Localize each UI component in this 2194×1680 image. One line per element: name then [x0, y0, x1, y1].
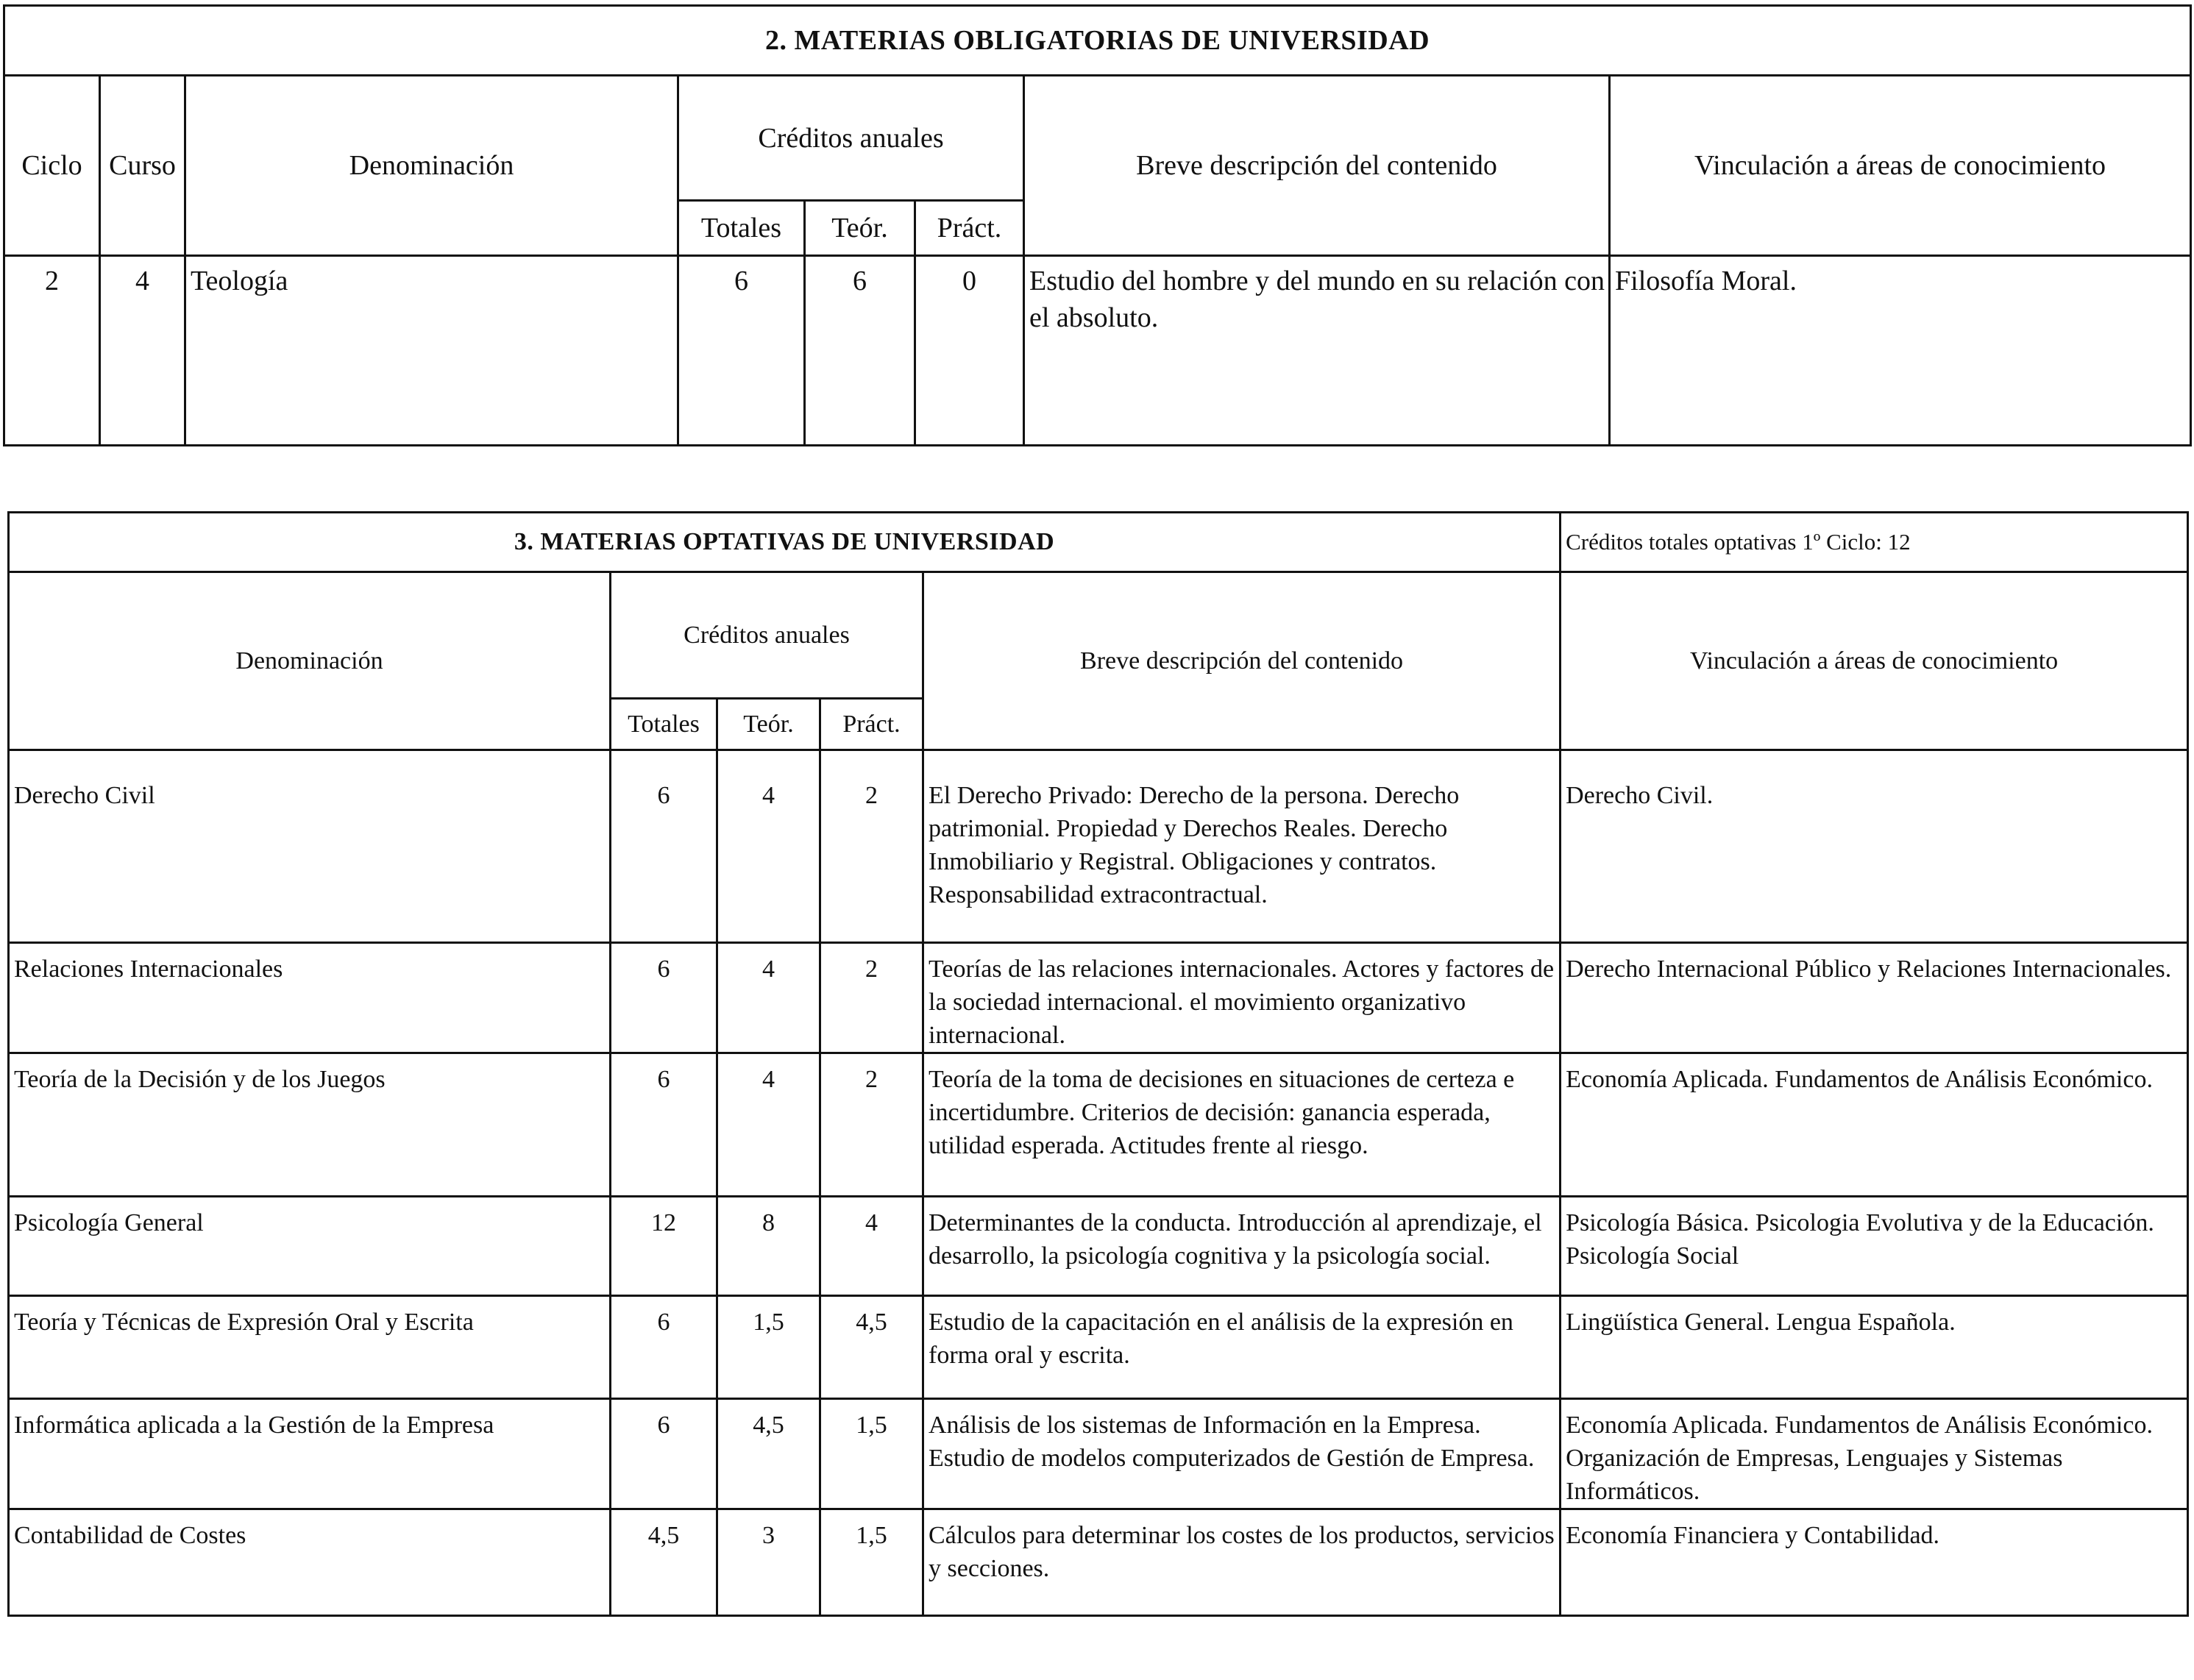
header-descripcion: Breve descripción del contenido [1024, 76, 1610, 256]
cell-ciclo: 2 [4, 256, 100, 446]
cell-denominacion: Derecho Civil [9, 750, 611, 943]
cell-denominacion: Teoría y Técnicas de Expresión Oral y Escrita [9, 1296, 611, 1399]
cell-denominacion: Contabilidad de Costes [9, 1509, 611, 1616]
cell-teor: 4,5 [717, 1399, 820, 1509]
cell-descripcion: Cálculos para determinar los costes de los productos, servicios y secciones. [923, 1509, 1561, 1616]
cell-vinculacion: Lingüística General. Lengua Española. [1561, 1296, 2188, 1399]
header-pract: Práct. [915, 201, 1024, 256]
header-creditos-anuales: Créditos anuales [611, 572, 923, 699]
obligatorias-table [3, 4, 2192, 446]
cell-denominacion: Informática aplicada a la Gestión de la Empresa [9, 1399, 611, 1509]
cell-descripcion: Teoría de la toma de decisiones en situaciones de certeza e incertidumbre. Criterios de decisión: ganancia esperada, utilidad esperada. Actitudes frente al riesgo. [923, 1053, 1561, 1197]
cell-teor: 6 [805, 256, 915, 446]
header-teor: Teór. [717, 699, 820, 750]
cell-pract: 2 [820, 1053, 923, 1197]
table-row [9, 1053, 2188, 1197]
cell-teor: 4 [717, 750, 820, 943]
cell-curso: 4 [100, 256, 185, 446]
cell-vinculacion: Economía Aplicada. Fundamentos de Análisis Económico. Organización de Empresas, Lenguajes y Sistemas Informáticos. [1561, 1399, 2188, 1509]
cell-pract: 1,5 [820, 1509, 923, 1616]
table-row [9, 1509, 2188, 1616]
cell-vinculacion: Filosofía Moral. [1610, 256, 2191, 446]
section-3-title: 3. MATERIAS OPTATIVAS DE UNIVERSIDAD [9, 513, 1561, 572]
header-vinculacion: Vinculación a áreas de conocimiento [1561, 572, 2188, 750]
cell-vinculacion: Economía Financiera y Contabilidad. [1561, 1509, 2188, 1616]
cell-totales: 6 [611, 943, 717, 1053]
creditos-totales-optativas: Créditos totales optativas 1º Ciclo: 12 [1561, 513, 2188, 572]
cell-denominacion: Psicología General [9, 1197, 611, 1296]
cell-vinculacion: Derecho Civil. [1561, 750, 2188, 943]
section-2-title: 2. MATERIAS OBLIGATORIAS DE UNIVERSIDAD [4, 6, 2191, 76]
cell-totales: 4,5 [611, 1509, 717, 1616]
header-curso: Curso [100, 76, 185, 256]
header-descripcion: Breve descripción del contenido [923, 572, 1561, 750]
cell-denominacion: Teoría de la Decisión y de los Juegos [9, 1053, 611, 1197]
table-row [9, 1197, 2188, 1296]
header-teor: Teór. [805, 201, 915, 256]
cell-totales: 6 [611, 1399, 717, 1509]
header-vinculacion: Vinculación a áreas de conocimiento [1610, 76, 2191, 256]
cell-descripcion: Teorías de las relaciones internacionales. Actores y factores de la sociedad internacional. el movimiento organizativo internacional. [923, 943, 1561, 1053]
table-row [9, 750, 2188, 943]
cell-pract: 2 [820, 750, 923, 943]
cell-teor: 1,5 [717, 1296, 820, 1399]
cell-denominacion: Teología [185, 256, 678, 446]
cell-descripcion: Estudio del hombre y del mundo en su relación con el absoluto. [1024, 256, 1610, 446]
table-row [4, 256, 2191, 446]
cell-totales: 6 [678, 256, 805, 446]
cell-vinculacion: Derecho Internacional Público y Relaciones Internacionales. [1561, 943, 2188, 1053]
header-creditos-anuales: Créditos anuales [678, 76, 1024, 201]
cell-teor: 4 [717, 1053, 820, 1197]
optativas-table [7, 511, 2189, 1617]
cell-teor: 4 [717, 943, 820, 1053]
table-row [9, 1399, 2188, 1509]
cell-pract: 4 [820, 1197, 923, 1296]
cell-totales: 6 [611, 1053, 717, 1197]
cell-pract: 4,5 [820, 1296, 923, 1399]
cell-totales: 6 [611, 1296, 717, 1399]
cell-teor: 3 [717, 1509, 820, 1616]
cell-descripcion: Determinantes de la conducta. Introducción al aprendizaje, el desarrollo, la psicología cognitiva y la psicología social. [923, 1197, 1561, 1296]
table-row [9, 1296, 2188, 1399]
cell-totales: 12 [611, 1197, 717, 1296]
cell-descripcion: Estudio de la capacitación en el análisis de la expresión en forma oral y escrita. [923, 1296, 1561, 1399]
cell-descripcion: El Derecho Privado: Derecho de la persona. Derecho patrimonial. Propiedad y Derechos Reales. Derecho Inmobiliario y Registral. Obligaciones y contratos. Responsabilidad extracontractual. [923, 750, 1561, 943]
header-denominacion: Denominación [9, 572, 611, 750]
cell-pract: 2 [820, 943, 923, 1053]
table-row [9, 943, 2188, 1053]
header-ciclo: Ciclo [4, 76, 100, 256]
header-totales: Totales [678, 201, 805, 256]
cell-vinculacion: Economía Aplicada. Fundamentos de Análisis Económico. [1561, 1053, 2188, 1197]
header-pract: Práct. [820, 699, 923, 750]
cell-teor: 8 [717, 1197, 820, 1296]
cell-descripcion: Análisis de los sistemas de Información en la Empresa. Estudio de modelos computerizados de Gestión de Empresa. [923, 1399, 1561, 1509]
header-totales: Totales [611, 699, 717, 750]
cell-pract: 0 [915, 256, 1024, 446]
cell-denominacion: Relaciones Internacionales [9, 943, 611, 1053]
cell-vinculacion: Psicología Básica. Psicologia Evolutiva y de la Educación. Psicología Social [1561, 1197, 2188, 1296]
header-denominacion: Denominación [185, 76, 678, 256]
cell-totales: 6 [611, 750, 717, 943]
cell-pract: 1,5 [820, 1399, 923, 1509]
